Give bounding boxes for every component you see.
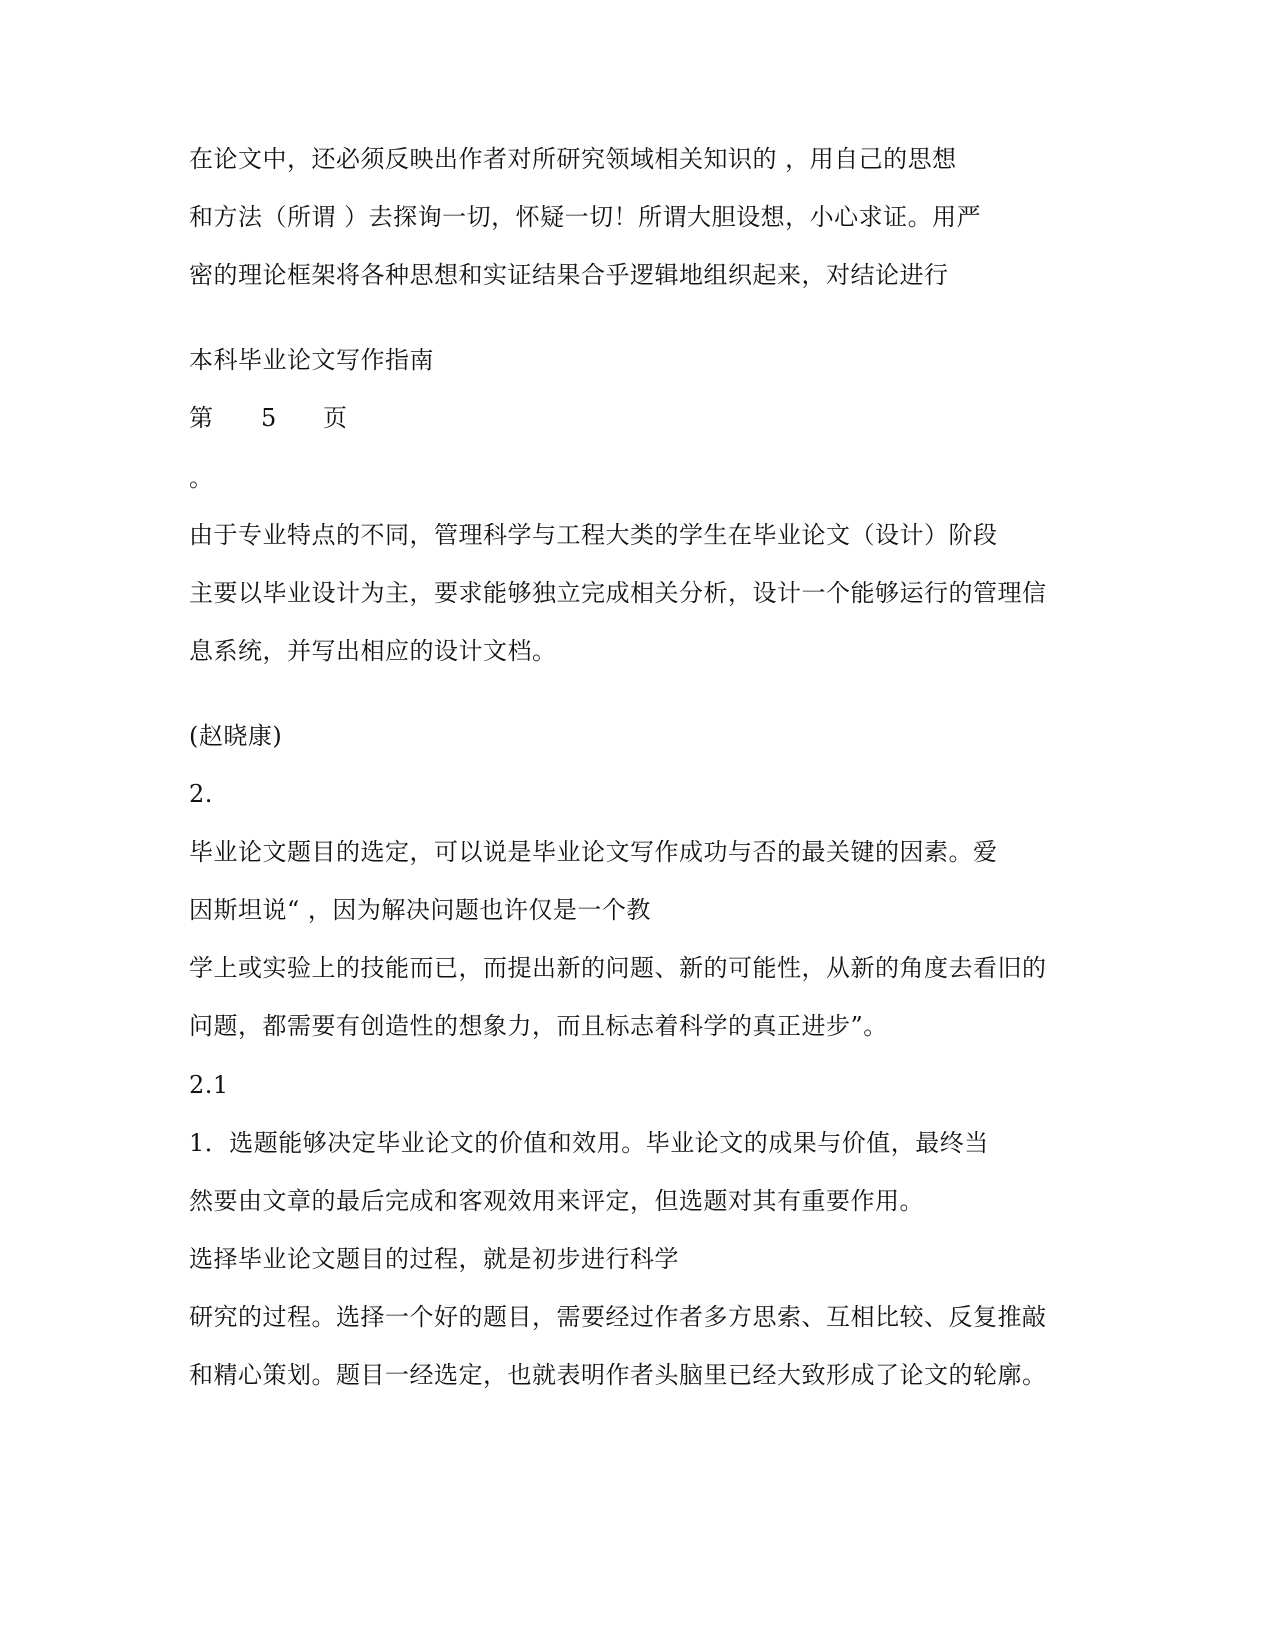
paragraph-1-line-1: 在论文中，还必须反映出作者对所研究领域相关知识的 ，用自己的思想 (189, 145, 957, 173)
paragraph-2-line-3: 息系统，并写出相应的设计文档。 (189, 637, 557, 665)
paragraph-4-line-1: 1．选题能够决定毕业论文的价值和效用。毕业论文的成果与价值，最终当 (189, 1129, 989, 1157)
page-number-prefix: 第 (189, 404, 213, 432)
paragraph-2-line-2: 主要以毕业设计为主，要求能够独立完成相关分析，设计一个能够运行的管理信 (189, 579, 1047, 607)
paragraph-3-line-2: 因斯坦说“ ，因为解决问题也许仅是一个教 (189, 896, 651, 924)
paragraph-2-line-1: 由于专业特点的不同，管理科学与工程大类的学生在毕业论文（设计）阶段 (189, 521, 998, 549)
running-header-title: 本科毕业论文写作指南 (189, 346, 434, 374)
paragraph-1-line-3: 密的理论框架将各种思想和实证结果合乎逻辑地组织起来，对结论进行 (189, 261, 949, 289)
author-attribution: (赵晓康) (189, 722, 283, 750)
paragraph-4-line-3: 选择毕业论文题目的过程，就是初步进行科学 (189, 1245, 679, 1273)
paragraph-4-line-5: 和精心策划。题目一经选定，也就表明作者头脑里已经大致形成了论文的轮廓。 (189, 1361, 1047, 1389)
section-heading-2: 2. (189, 780, 213, 808)
page-number-suffix: 页 (323, 404, 347, 432)
period-line: 。 (189, 464, 214, 492)
page-number: 5 (261, 404, 277, 432)
paragraph-3-line-1: 毕业论文题目的选定，可以说是毕业论文写作成功与否的最关键的因素。爱 (189, 838, 998, 866)
section-heading-2-1: 2.1 (189, 1071, 229, 1099)
paragraph-3-line-4: 问题，都需要有创造性的想象力，而且标志着科学的真正进步”。 (189, 1012, 888, 1040)
paragraph-3-line-3: 学上或实验上的技能而已，而提出新的问题、新的可能性，从新的角度去看旧的 (189, 954, 1047, 982)
paragraph-1-line-2: 和方法（所谓 ）去探询一切，怀疑一切！所谓大胆设想，小心求证。用严 (189, 203, 982, 231)
paragraph-4-line-4: 研究的过程。选择一个好的题目，需要经过作者多方思索、互相比较、反复推敲 (189, 1303, 1047, 1331)
paragraph-4-line-2: 然要由文章的最后完成和客观效用来评定，但选题对其有重要作用。 (189, 1187, 924, 1215)
